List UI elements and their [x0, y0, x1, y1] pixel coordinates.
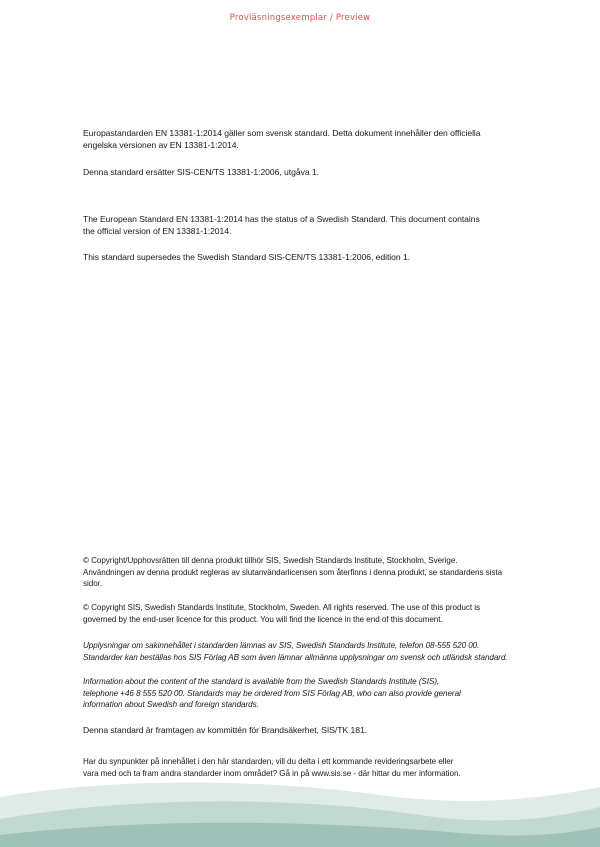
- copyright-swedish-line-1: © Copyright/Upphovsrätten till denna produkt tillhör SIS, Swedish Standards Institute, Stockholm, Sverige.: [83, 556, 458, 565]
- info-english-paragraph: [83, 676, 563, 711]
- swedish-status-paragraph: [83, 127, 563, 151]
- committee-paragraph: [83, 724, 563, 736]
- info-swedish-paragraph: [83, 640, 563, 663]
- english-status-line-1: The European Standard EN 13381-1:2014 has the status of a Swedish Standard. This document contains: [83, 214, 480, 224]
- info-swedish-line-1: Upplysningar om sakinnehållet i standarden lämnas av SIS, Swedish Standards Institute, telefon 08-555 520 00.: [83, 641, 480, 650]
- committee-text: Denna standard är framtagen av kommittén för Brandsäkerhet, SIS/TK 181.: [83, 725, 368, 735]
- swedish-status-line-2: engelska versionen av EN 13381-1:2014.: [83, 140, 239, 150]
- swedish-supersedes-paragraph: [83, 166, 563, 178]
- info-english-line-2: telephone +46 8 555 520 00. Standards may be ordered from SIS Förlag AB, who can also provide general: [83, 688, 461, 698]
- info-swedish-line-2: Standarder kan beställas hos SIS Förlag AB som även lämnar allmänna upplysningar om svensk och utländsk standard.: [83, 652, 508, 662]
- copyright-english-line-2: governed by the end-user licence for this product. You will find the licence in the end of this document.: [83, 614, 443, 624]
- copyright-swedish-paragraph: [83, 555, 563, 590]
- english-supersedes-paragraph: [83, 251, 563, 263]
- decorative-waves-graphic: [0, 767, 600, 847]
- english-status-line-2: the official version of EN 13381-1:2014.: [83, 226, 232, 236]
- info-english-line-1: Information about the content of the standard is available from the Swedish Standards Institute (SIS),: [83, 677, 440, 686]
- english-status-paragraph: [83, 213, 563, 237]
- feedback-line-1: Har du synpunkter på innehållet i den här standarden, vill du delta i ett kommande revideringsarbete eller: [83, 757, 454, 766]
- info-english-line-3: information about Swedish and foreign standards.: [83, 700, 259, 709]
- copyright-english-paragraph: [83, 602, 563, 625]
- copyright-english-line-1: © Copyright SIS, Swedish Standards Institute, Stockholm, Sweden. All rights reserved. The use of this product is: [83, 603, 481, 612]
- copyright-swedish-line-2: Användningen av denna produkt regleras av slutanvändarlicensen som återfinns i denna produkt, se standardens sista: [83, 567, 503, 577]
- feedback-line-2: vara med och ta fram andra standarder inom området? Gå in på www.sis.se - där hittar du mer information.: [83, 768, 461, 778]
- preview-watermark-label: Provläsningsexemplar / Preview: [229, 13, 371, 23]
- swedish-status-line-1: Europastandarden EN 13381-1:2014 gäller som svensk standard. Detta dokument innehåller den officiella: [83, 128, 481, 138]
- english-supersedes-text: This standard supersedes the Swedish Standard SIS-CEN/TS 13381-1:2006, edition 1.: [83, 252, 411, 262]
- copyright-swedish-line-3: sidor.: [83, 579, 103, 588]
- swedish-supersedes-text: Denna standard ersätter SIS-CEN/TS 13381-1:2006, utgåva 1.: [83, 167, 319, 177]
